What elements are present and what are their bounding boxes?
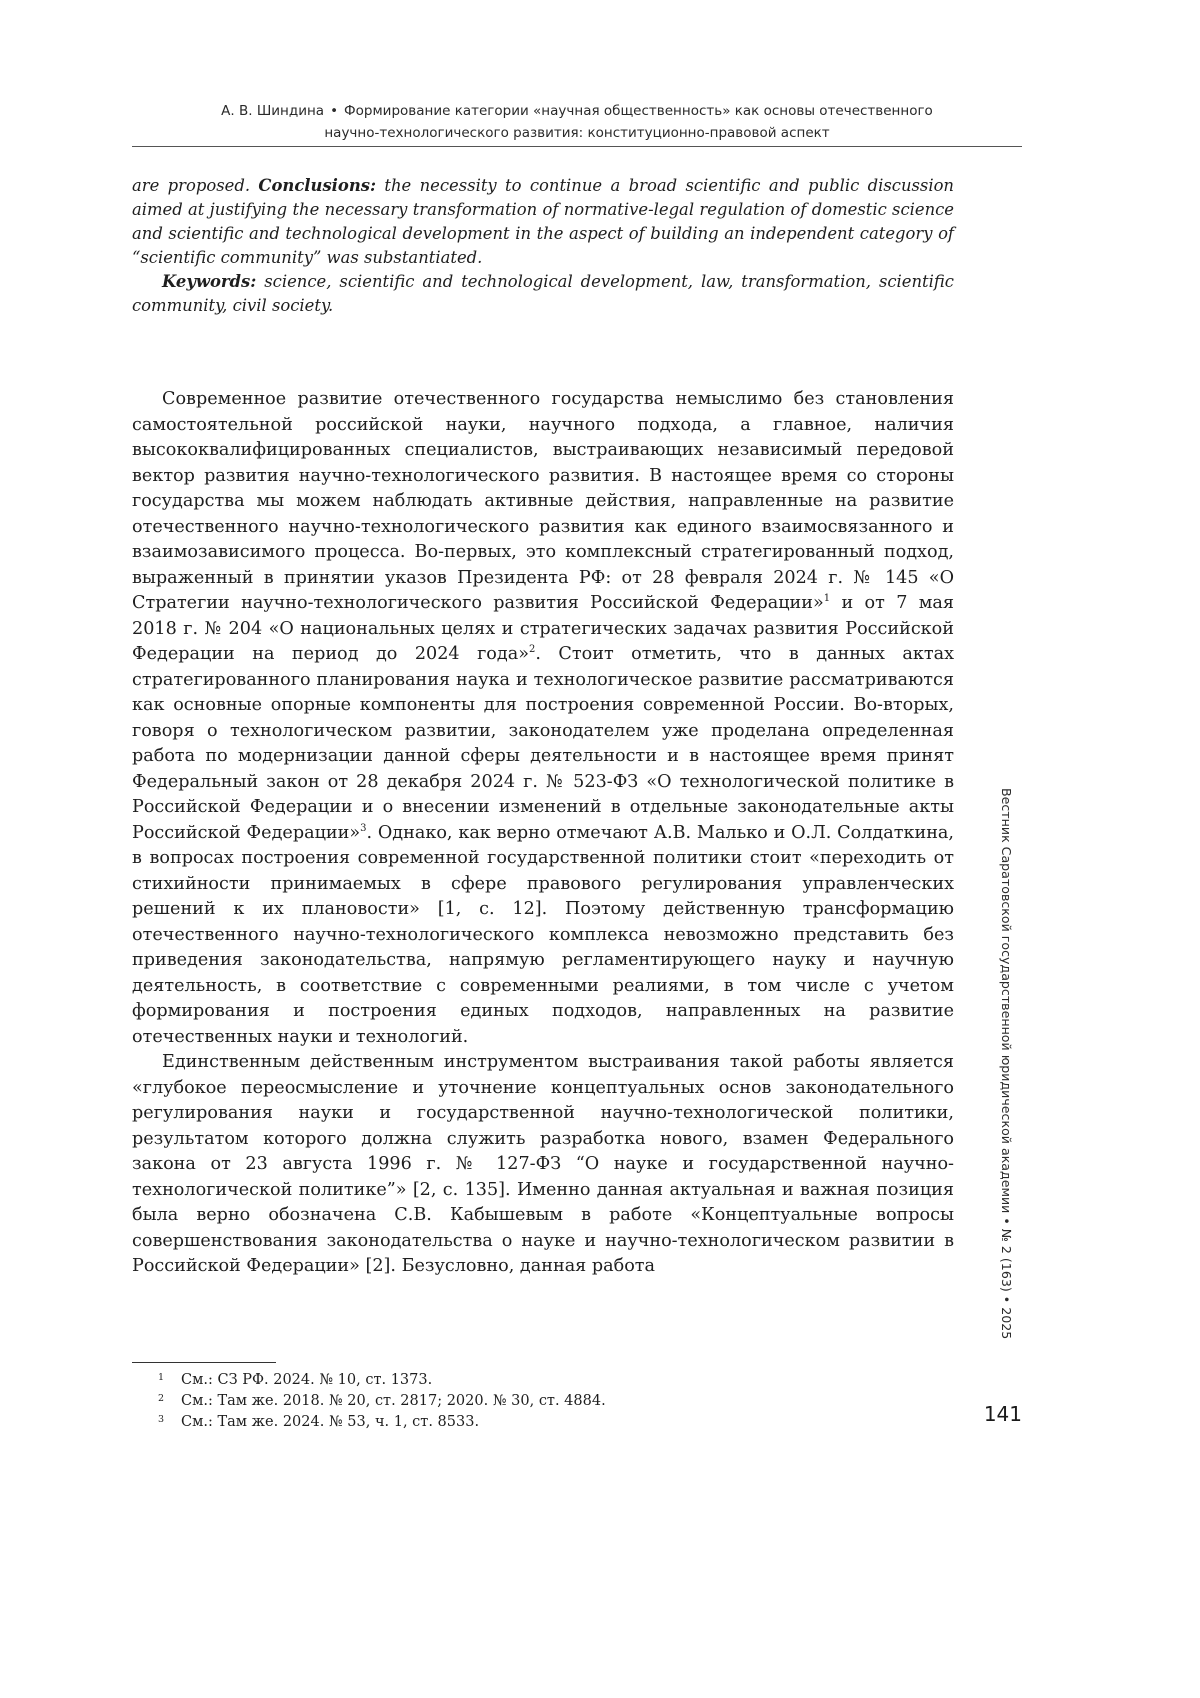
abstract-keywords [132,270,954,318]
journal-side-text: Вестник Саратовской государственной юридической академии • № 2 (163) • 2025 [999,788,1014,1339]
footnote-rule [132,1362,276,1363]
footnote-ref-2: 2 [529,644,535,655]
running-header [132,100,1022,144]
abstract-conclusions [132,174,954,270]
header-title-line1: Формирование категории «научная общественность» как основы отечественного [344,103,933,119]
paragraph-2: Единственным действенным инструментом выстраивания такой работы является «глубокое переосмысление и уточнение концептуальных основ законодательного регулирования науки и государственной научно-технологической политики, результатом которого должна служить разработка нового, взамен Федерального закона от 23 августа 1996 г. № 127-ФЗ “О науке и государственной научно-технологической политике”» [2, с. 135]. Именно данная актуальная и важная позиция была верно обозначена С.В. Кабышевым в работе «Концептуальные вопросы совершенствования законодательства о науке и научно-технологическом развитии в Российской Федерации» [2]. Безусловно, данная работа [132,1050,954,1280]
abstract-lead: are proposed. [132,176,250,195]
conclusions-label: Conclusions: [258,176,376,195]
header-author: А. В. Шиндина [221,103,324,119]
header-separator: • [330,103,338,119]
footnote-item [160,1391,606,1412]
footnote-text: См.: Там же. 2018. № 20, ст. 2817; 2020. № 30, ст. 4884. [181,1393,606,1409]
paragraph-1-part-c: . Стоит отметить, что в данных актах стратегированного планирования наука и технологическое развитие рассматриваются как основные опорные компоненты для построения современной России. Во-вторых, говоря о технологическом развитии, законодателем уже проделана определенная работа по модернизации данной сферы деятельности и в настоящее время принят Федеральный закон от 28 декабря 2024 г. № 523-ФЗ «О технологической политике в Российской Федерации и о внесении изменений в отдельные законодательные акты Российской Федерации» [132,644,954,843]
footnote-number: 2 [158,1388,164,1409]
main-text [132,387,954,1280]
footnote-number: 3 [158,1409,164,1430]
keywords-label: Keywords: [162,272,256,291]
header-title-line2: научно-технологического развития: конституционно-правовой аспект [132,122,1022,144]
footnote-number: 1 [158,1367,164,1388]
footnote-text: См.: СЗ РФ. 2024. № 10, ст. 1373. [181,1372,432,1388]
keywords-text: science, scientific and technological development, law, transformation, scientific community, civil society. [132,272,954,315]
conclusions-text: the necessity to continue a broad scientific and public discussion aimed at justifying the necessary transformation of normative-legal regulation of domestic science and scientific and technological development in the aspect of building an independent category of “scientific community” was substantiated. [132,176,954,267]
paragraph-1 [132,387,954,1050]
footnote-item [160,1412,606,1433]
footnote-ref-3: 3 [360,823,366,834]
paragraph-1-part-d: . Однако, как верно отмечают А.В. Малько и О.Л. Солдаткина, в вопросах построения современной государственной политики стоит «переходить от стихийности принимаемых в сфере правового регулирования управленческих решений к их плановости» [1, с. 12]. Поэтому действенную трансформацию отечественного научно-технологического комплекса невозможно представить без приведения законодательства, напрямую регламентирующего науку и научную деятельность, в соответствие с современными реалиями, в том числе с учетом формирования и построения единых подходов, направленных на развитие отечественных науки и технологий. [132,823,954,1047]
footnotes [160,1370,606,1433]
running-header-line1 [132,100,1022,122]
abstract [132,174,954,318]
paragraph-1-part-b: и от 7 мая 2018 г. № 204 «О национальных целях и стратегических задачах развития Российской Федерации на период до 2024 года» [132,593,954,664]
page-number: 141 [960,1402,1022,1426]
paragraph-1-part-a: Современное развитие отечественного государства немыслимо без становления самостоятельной российской науки, научного подхода, а главное, наличия высококвалифицированных специалистов, выстраивающих независимый передовой вектор развития научно-технологического развития. В настоящее время со стороны государства мы можем наблюдать активные действия, направленные на развитие отечественного научно-технологического развития как единого взаимосвязанного и взаимозависимого процесса. Во-первых, это комплексный стратегированный подход, выраженный в принятии указов Президента РФ: от 28 февраля 2024 г. № 145 «О Стратегии научно-технологического развития Российской Федерации» [132,389,954,613]
footnote-ref-1: 1 [824,593,830,604]
footnote-item [160,1370,606,1391]
footnote-text: См.: Там же. 2024. № 53, ч. 1, ст. 8533. [181,1414,479,1430]
header-rule [132,146,1022,147]
